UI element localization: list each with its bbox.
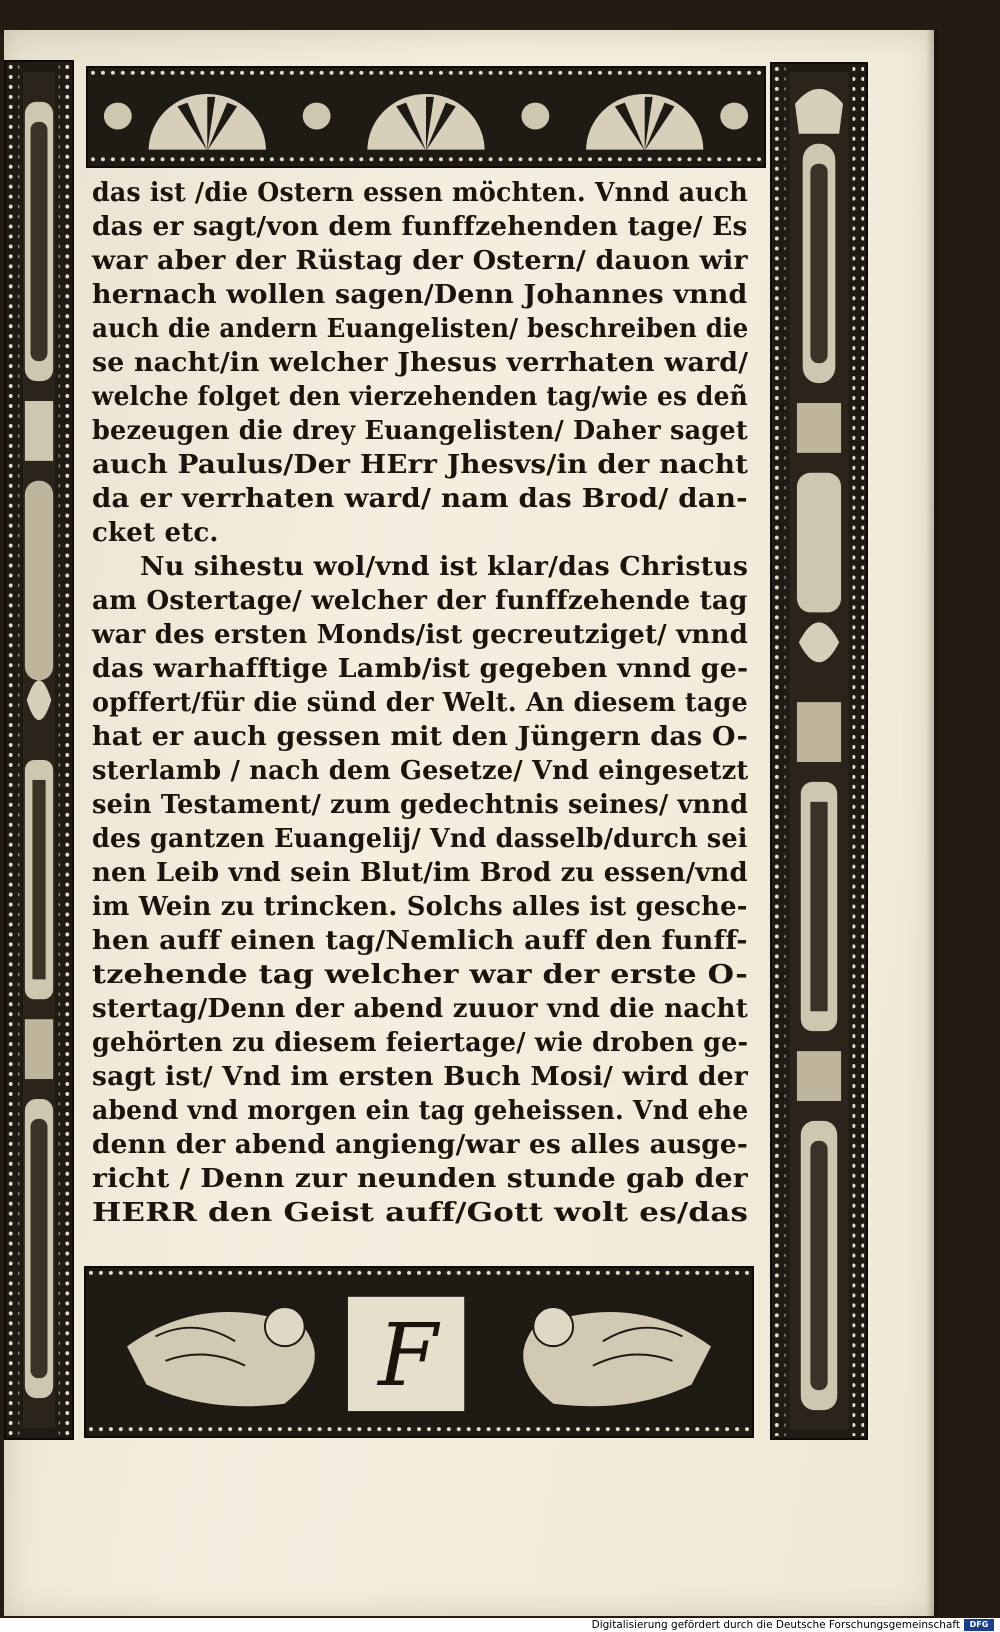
text-line: hat er auch gessen mit den Jüngern das O- — [92, 722, 749, 752]
bottom-woodcut-border — [84, 1266, 754, 1438]
text-line: denn der abend angieng/war es alles ausge- — [92, 1130, 749, 1160]
body-text — [92, 176, 748, 1256]
text-line: tzehende tag welcher war der erste O- — [92, 960, 749, 990]
text-line: das warhafftige Lamb/ist gegeben vnnd ge- — [92, 654, 749, 684]
text-line: welche folget den vierzehenden tag/wie es deñ — [92, 382, 748, 412]
left-border-ornament-icon — [6, 62, 72, 1438]
text-line: des gantzen Euangelij/ Vnd dasselb/durch sei — [92, 824, 748, 854]
text-line: am Ostertage/ welcher der funffzehende tag — [92, 586, 748, 616]
text-line: stertag/Denn der abend zuuor vnd die nacht — [92, 994, 749, 1024]
text-line: bezeugen die drey Euangelisten/ Daher saget — [92, 416, 748, 446]
funding-credit: Digitalisierung gefördert durch die Deutsche Forschungsgemeinschaft — [591, 1619, 960, 1631]
dfg-logo-icon: DFG — [964, 1619, 994, 1631]
text-line: sterlamb / nach dem Gesetze/ Vnd eingesetzt — [92, 756, 749, 786]
text-line: sagt ist/ Vnd im ersten Buch Mosi/ wird der — [92, 1062, 748, 1092]
text-line: war aber der Rüstag der Ostern/ dauon wir — [92, 246, 748, 276]
text-line: opffert/für die sünd der Welt. An diesem tage — [92, 688, 748, 718]
text-line: nen Leib vnd sein Blut/im Brod zu essen/vnd — [92, 858, 748, 888]
text-line: gehörten zu diesem feiertage/ wie droben ge- — [92, 1028, 749, 1058]
text-line: das er sagt/von dem funffzehenden tage/ Es — [92, 212, 748, 242]
text-line: war des ersten Monds/ist gecreutziget/ vnnd — [92, 620, 749, 650]
text-line: das ist /die Ostern essen möchten. Vnnd auch — [92, 178, 748, 208]
text-line: auch die andern Euangelisten/ beschreiben die — [92, 314, 749, 344]
right-border-ornament-icon — [772, 64, 866, 1438]
top-woodcut-border — [86, 66, 766, 168]
text-line: HERR den Geist auff/Gott wolt es/das — [92, 1198, 749, 1228]
text-line: hen auff einen tag/Nemlich auff den funff- — [92, 926, 748, 956]
text-line: auch Paulus/Der HErr Jhesvs/in der nacht — [92, 450, 749, 480]
text-line: se nacht/in welcher Jhesus verrhaten ward/ — [92, 348, 749, 378]
right-woodcut-border — [770, 62, 868, 1440]
text-line: Nu sihestu wol/vnd ist klar/das Christus — [140, 552, 749, 582]
text-line: richt / Denn zur neunden stunde gab der — [92, 1164, 748, 1194]
text-line: sein Testament/ zum gedechtnis seines/ vnnd — [92, 790, 749, 820]
decorated-initial: F — [378, 1306, 438, 1406]
left-woodcut-border — [4, 60, 74, 1440]
text-line: cket etc. — [92, 518, 219, 548]
text-line: abend vnd morgen ein tag geheissen. Vnd ehe — [92, 1096, 749, 1126]
text-line: im Wein zu trincken. Solchs alles ist gesche- — [92, 892, 748, 922]
top-border-fan-ornament-icon — [88, 68, 764, 166]
text-line: da er verrhaten ward/ nam das Brod/ dan- — [92, 484, 748, 514]
text-line: hernach wollen sagen/Denn Johannes vnnd — [92, 280, 748, 310]
digitization-footer — [0, 1618, 1000, 1632]
